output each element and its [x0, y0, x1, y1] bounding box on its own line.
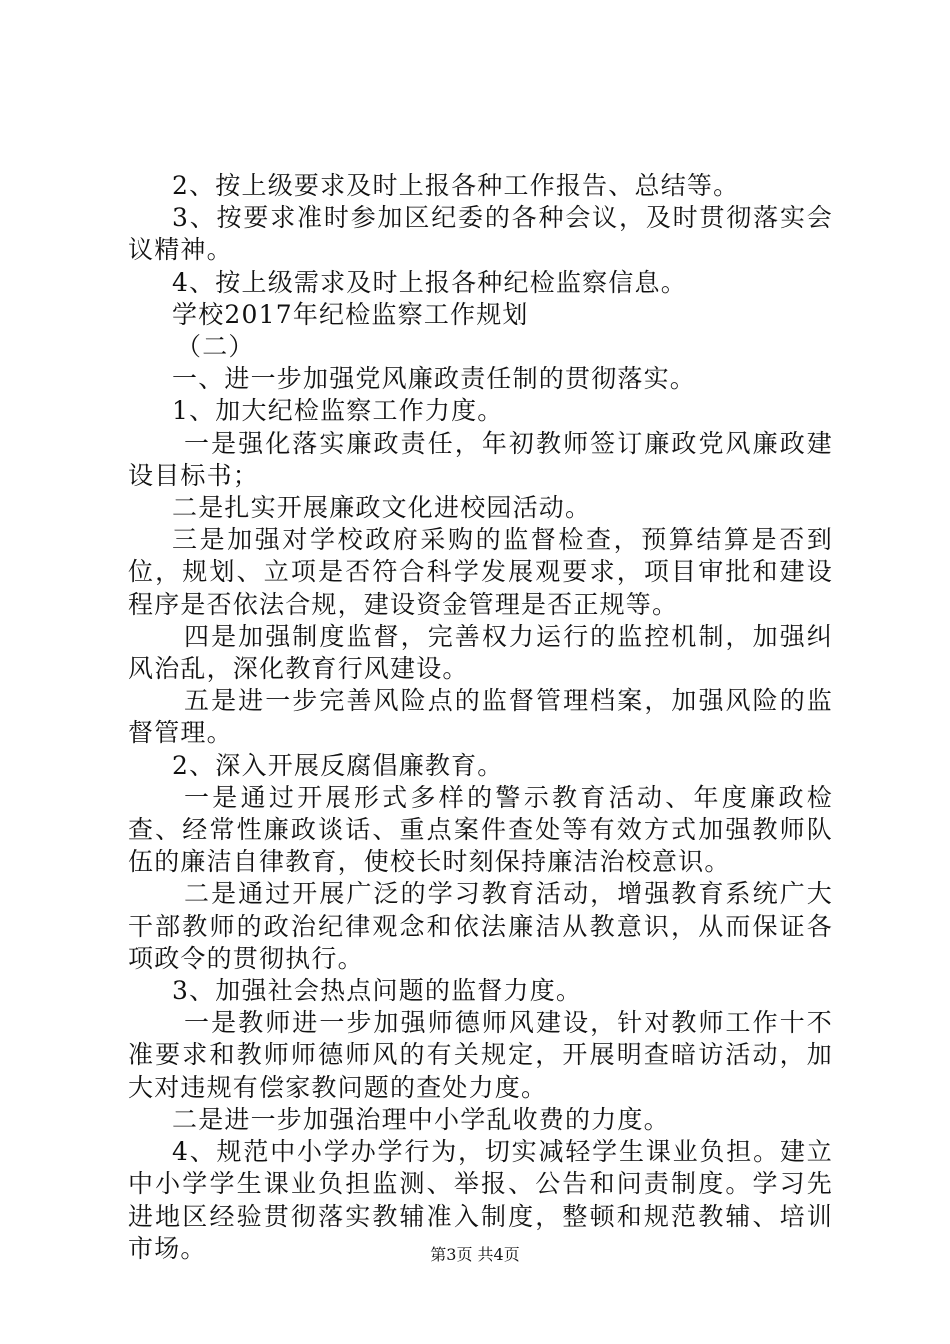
heading-level-2: 4、规范中小学办学行为，切实减轻学生课业负担。建立中小学学生课业负担监测、举报、公告和问责制度。学习先进地区经验贯彻落实教辅准入制度，整顿和规范教辅、培训市场。: [128, 1137, 833, 1263]
paragraph: 2、按上级要求及时上报各种工作报告、总结等。: [172, 171, 740, 200]
page-number-footer: 第3页 共4页: [430, 1245, 520, 1264]
heading-level-2: 3、加强社会热点问题的监督力度。: [172, 976, 583, 1006]
section-subtitle: （二）: [176, 332, 255, 362]
paragraph: 3、按要求准时参加区纪委的各种会议，及时贯彻落实会议精神。: [128, 203, 833, 265]
document-body: [128, 170, 833, 1265]
paragraph: 一是通过开展形式多样的警示教育活动、年度廉政检查、经常性廉政谈话、重点案件查处等有效方式加强教师队伍的廉洁自律教育，使校长时刻保持廉洁治校意识。: [128, 782, 833, 877]
paragraph: 二是扎实开展廉政文化进校园活动。: [172, 493, 592, 523]
heading-level-2: 1、加大纪检监察工作力度。: [172, 396, 504, 426]
heading-level-2: 2、深入开展反腐倡廉教育。: [172, 750, 504, 780]
paragraph: 一是教师进一步加强师德师风建设，针对教师工作十不准要求和教师师德师风的有关规定，开展明查暗访活动，加大对违规有偿家教问题的查处力度。: [128, 1008, 833, 1102]
paragraph: 二是通过开展广泛的学习教育活动，增强教育系统广大干部教师的政治纪律观念和依法廉洁从教意识，从而保证各项政令的贯彻执行。: [128, 879, 833, 973]
paragraph: 一是强化落实廉政责任，年初教师签订廉政党风廉政建设目标书；: [128, 428, 833, 490]
section-title: 学校2017年纪检监察工作规划: [172, 299, 529, 329]
paragraph: 五是进一步完善风险点的监督管理档案，加强风险的监督管理。: [128, 686, 833, 748]
heading-level-1: 一、进一步加强党风廉政责任制的贯彻落实。: [172, 364, 697, 394]
paragraph: 三是加强对学校政府采购的监督检查，预算结算是否到位，规划、立项是否符合科学发展观要求，项目审批和建设程序是否依法合规，建设资金管理是否正规等。: [128, 525, 833, 619]
paragraph: 4、按上级需求及时上报各种纪检监察信息。: [172, 267, 687, 297]
paragraph: 二是进一步加强治理中小学乱收费的力度。: [172, 1104, 670, 1134]
paragraph: 四是加强制度监督，完善权力运行的监控机制，加强纠风治乱，深化教育行风建设。: [128, 621, 833, 684]
